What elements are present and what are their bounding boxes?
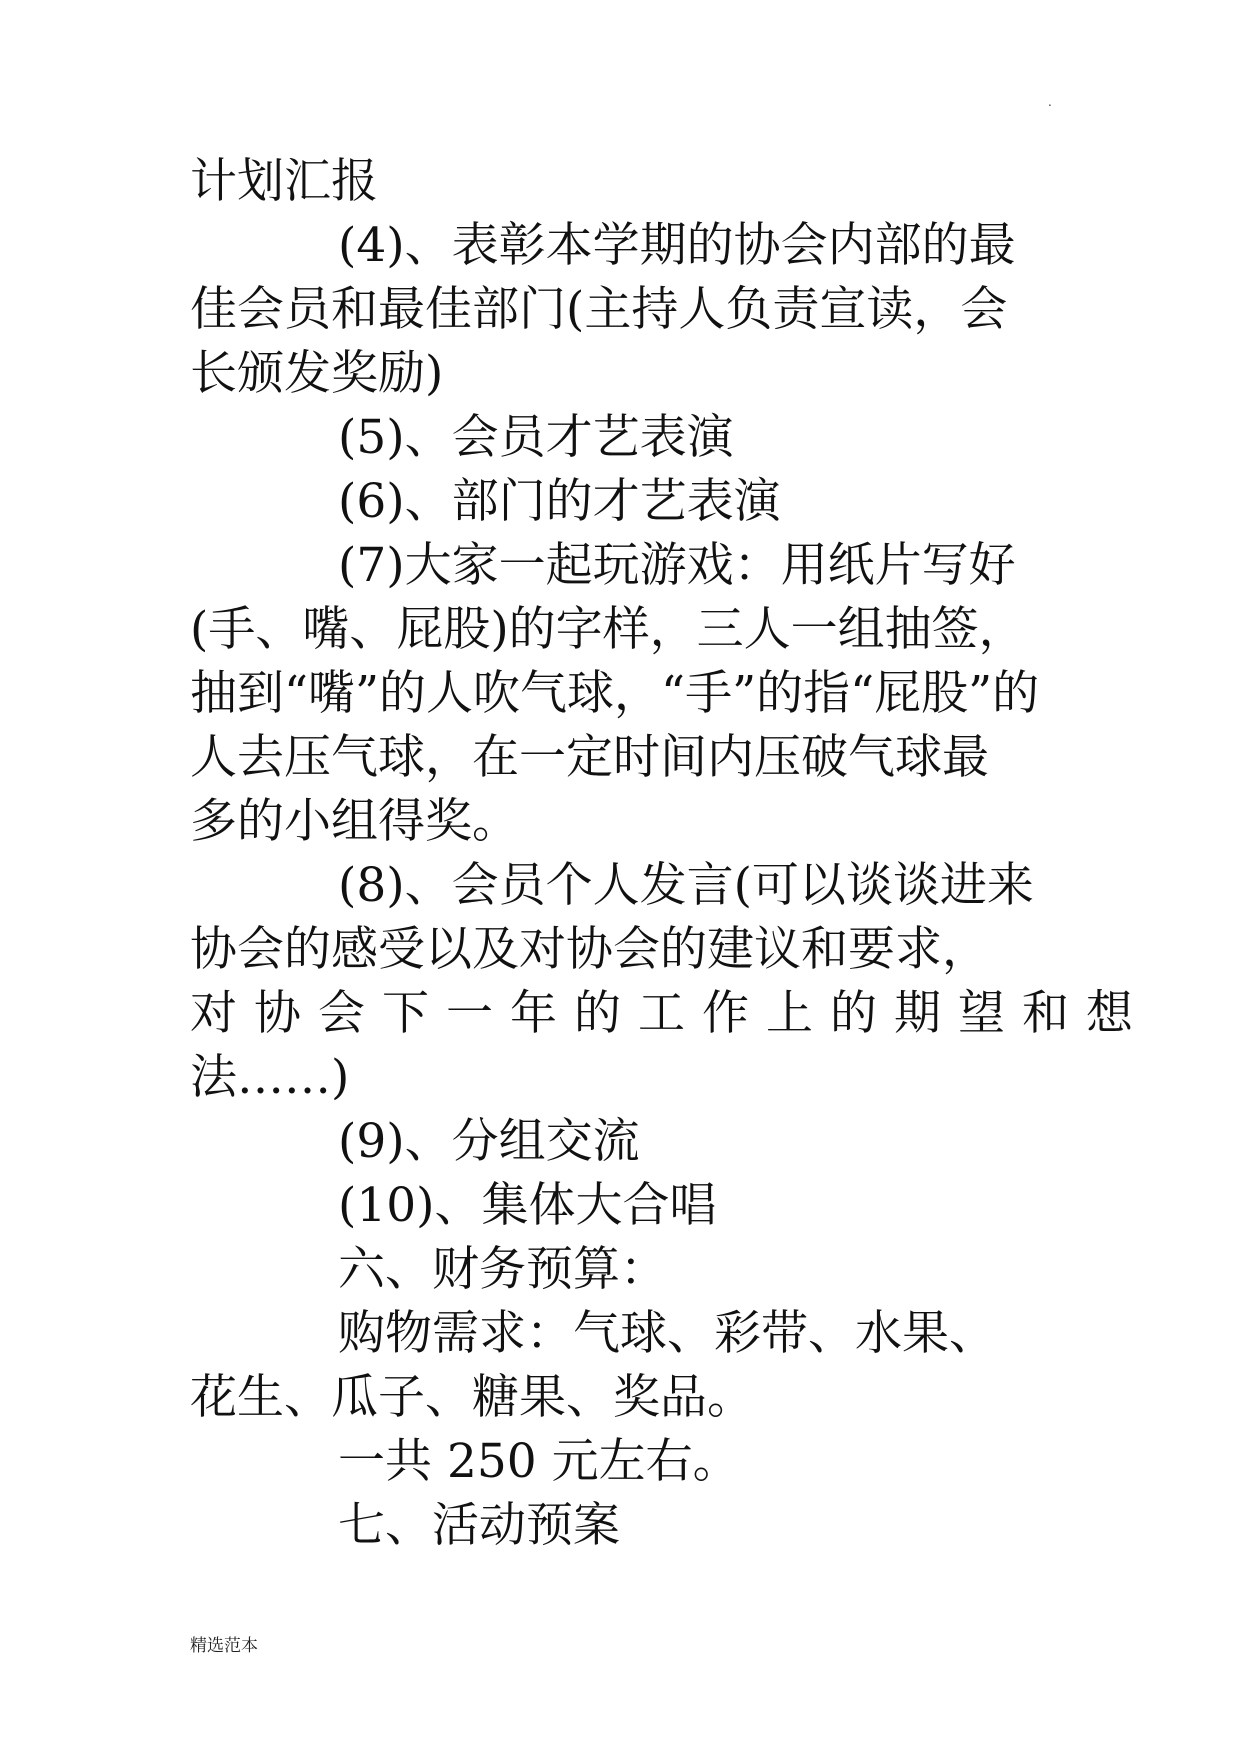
text-line: (7)大家一起玩游戏：用纸片写好 [338, 538, 1016, 593]
page-footer: 精选范本 [190, 1636, 258, 1656]
text-line: (8)、会员个人发言(可以谈谈进来 [338, 858, 1034, 913]
text-line: 一共 250 元左右。 [338, 1434, 740, 1489]
text-line: 人去压气球，在一定时间内压破气球最 [190, 730, 989, 785]
text-line: 购物需求：气球、彩带、水果、 [338, 1306, 996, 1361]
text-line: 花生、瓜子、糖果、奖品。 [190, 1370, 754, 1425]
text-line: 法……) [190, 1050, 350, 1105]
text-line: 抽到“嘴”的人吹气球，“手”的指“屁股”的 [190, 666, 1040, 721]
text-line: (9)、分组交流 [338, 1114, 640, 1169]
text-line: (4)、表彰本学期的协会内部的最 [338, 218, 1016, 273]
section-heading: 七、活动预案 [338, 1498, 620, 1553]
text-line: 计划汇报 [190, 154, 378, 209]
text-line: 长颁发奖励) [190, 346, 444, 401]
document-body [190, 150, 1150, 1558]
text-line: (5)、会员才艺表演 [338, 410, 734, 465]
text-line: (6)、部门的才艺表演 [338, 474, 781, 529]
section-heading: 六、财务预算： [338, 1242, 667, 1297]
text-line: 多的小组得奖。 [190, 794, 519, 849]
text-line: 佳会员和最佳部门(主持人负责宣读，会 [190, 282, 1008, 337]
page-marker: . [1048, 95, 1052, 109]
text-line: 协会的感受以及对协会的建议和要求， [190, 922, 989, 977]
text-line: 对协会下一年的工作上的期望和想 [190, 986, 1150, 1041]
text-line: (10)、集体大合唱 [338, 1178, 717, 1233]
text-line: (手、嘴、屁股)的字样，三人一组抽签， [190, 602, 1026, 657]
